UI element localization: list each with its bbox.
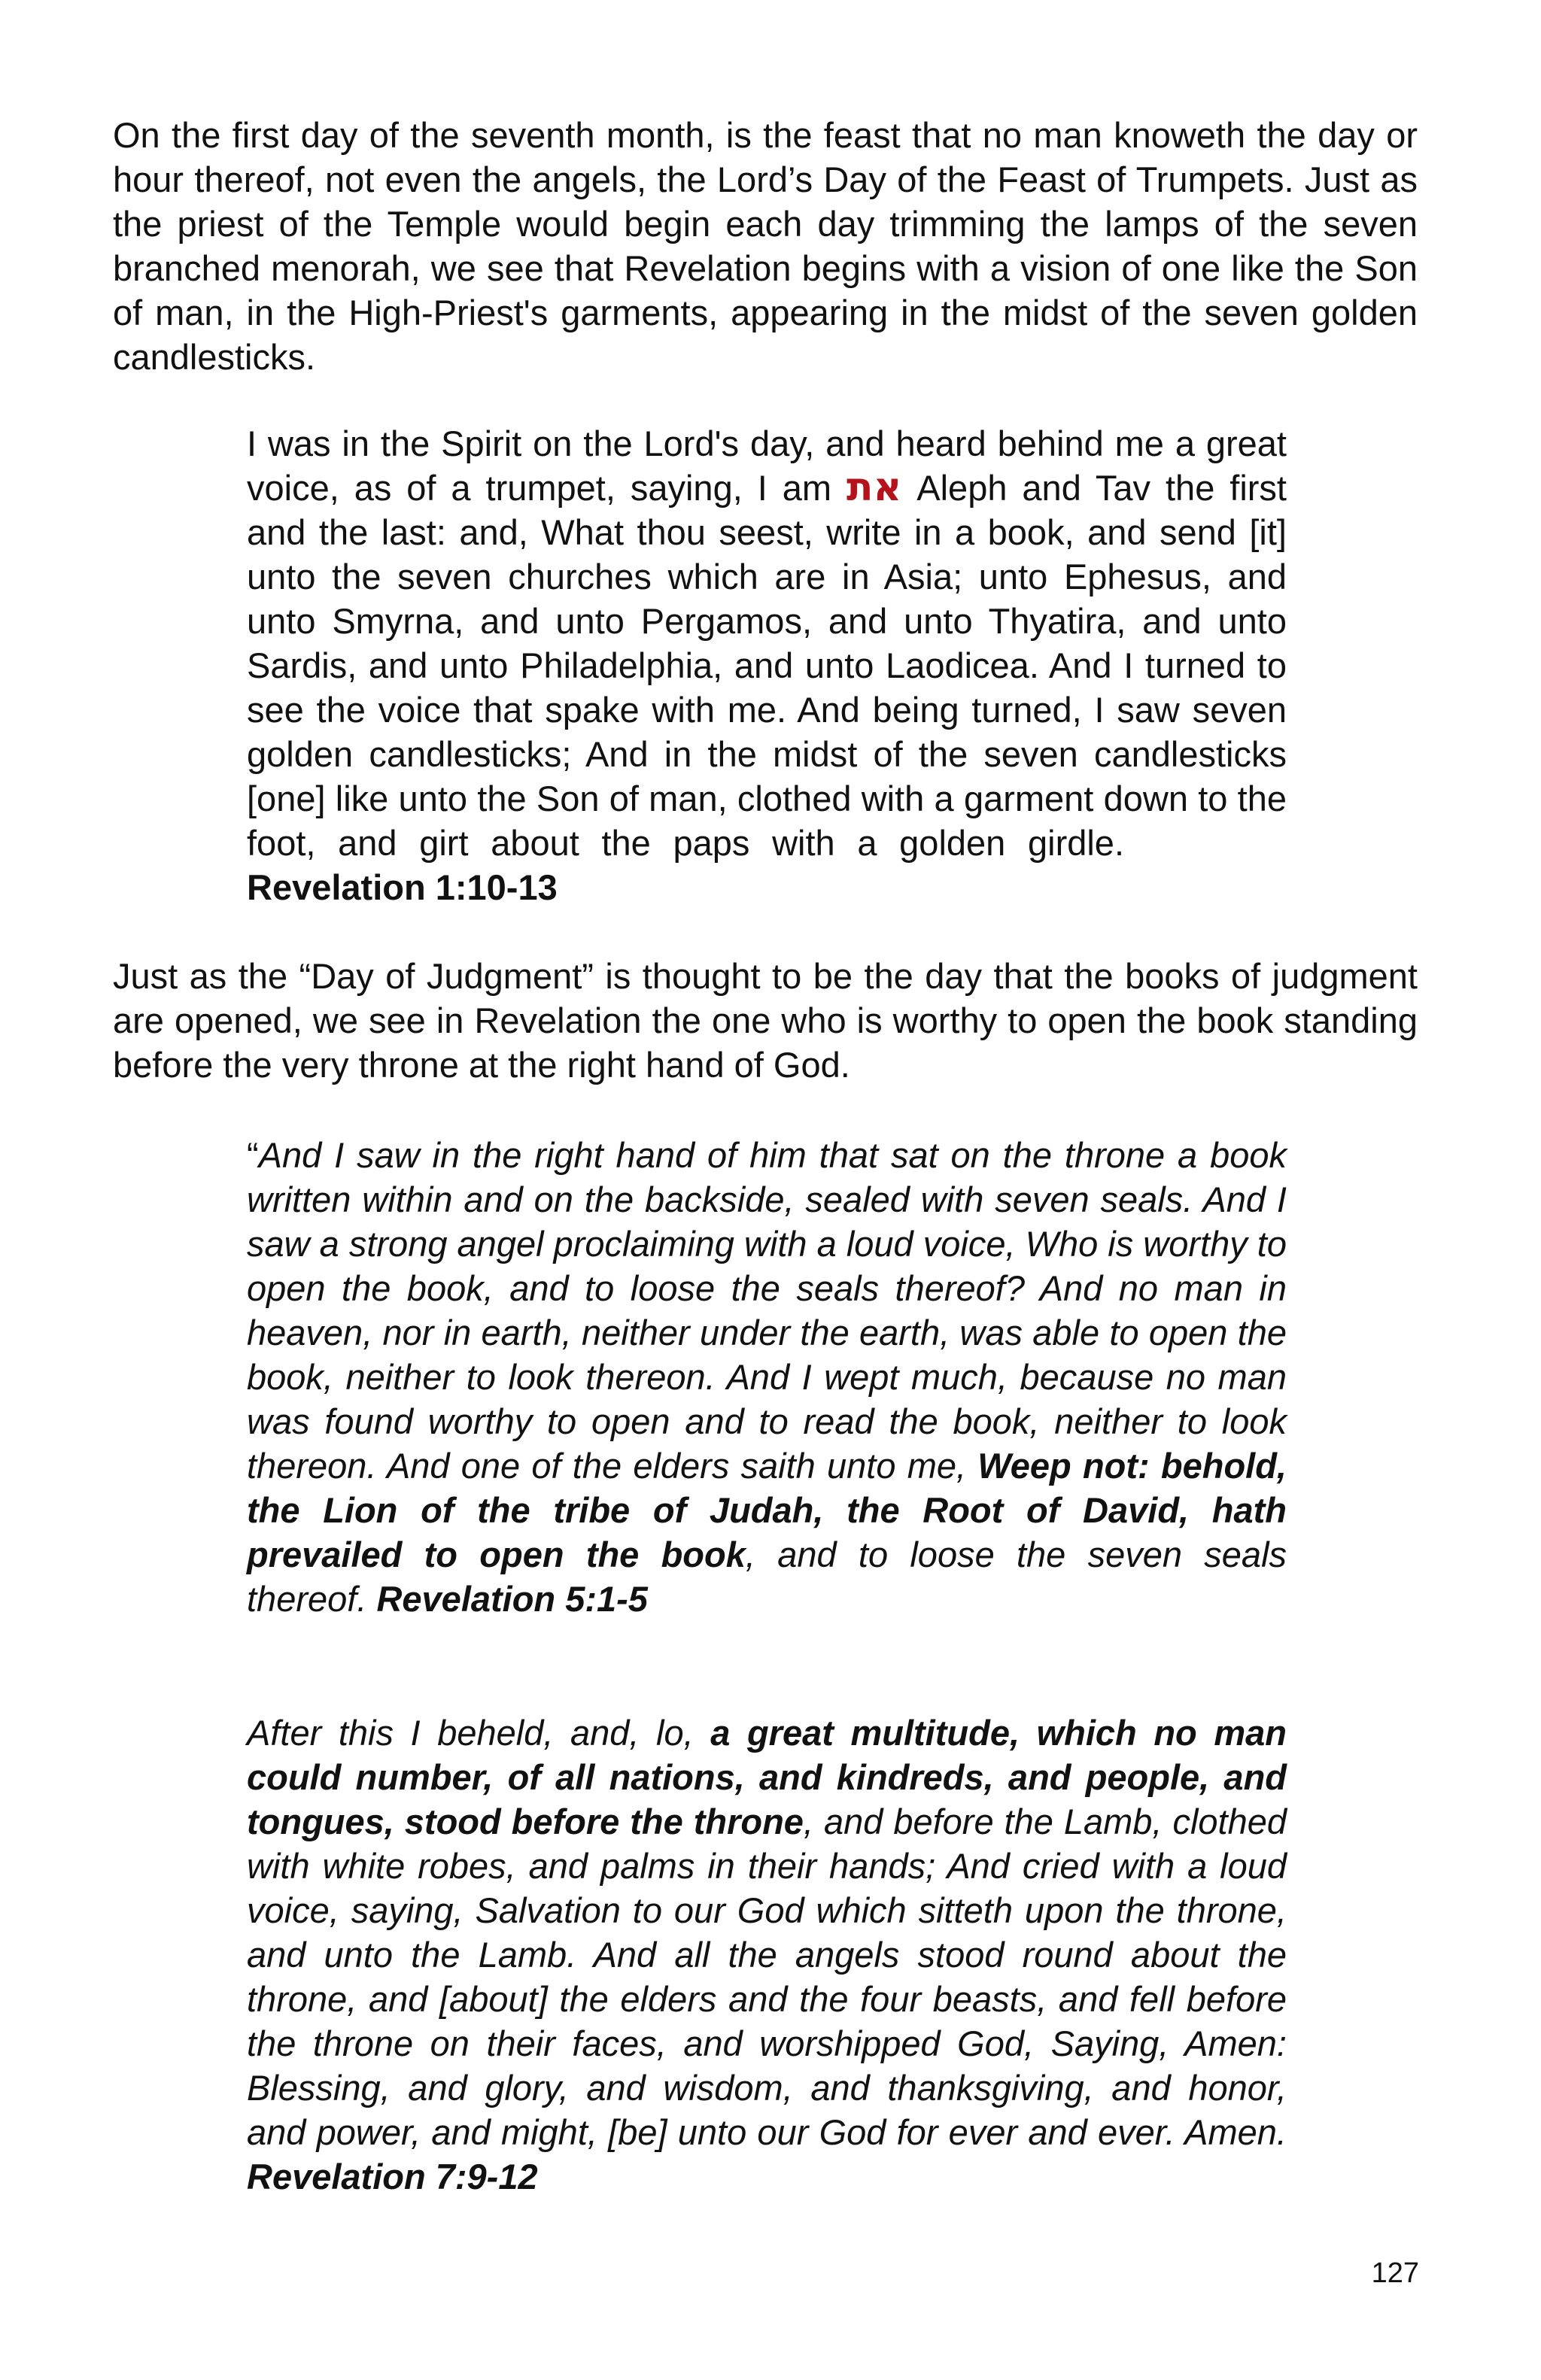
quote-text-continued: Aleph and Tav the first and the last: and, What thou seest, write in a book, and send [it] unto the seven churches which are in Asia; unto Ephesus, and unto Smyrna, and unto Pergamos, and unto Thyatira, and unto Sardis, and unto Philadelphia, and unto Laodicea. And I turned to see the voice that spake with me. And being turned, I saw seven golden candlesticks; And in the midst of the seven candlesticks [one] like unto the Son of man, clothed with a garment down to the foot, and girt about the paps with a golden girdle.	[247, 468, 1287, 863]
scripture-reference: Revelation 7:9-12	[247, 2157, 538, 2196]
scripture-reference: Revelation 1:10-13	[247, 867, 558, 907]
quote-revelation-7	[247, 1711, 1287, 2199]
quote-bold-text: a great multitude, which no man could number, of all nations, and kindreds, and people, and tongues, stood before the throne	[247, 1713, 1287, 1841]
quote-bold-text: Weep not: behold, the Lion of the tribe of Judah, the Root of David, hath prevailed to open the book	[247, 1446, 1287, 1574]
intro-paragraph: On the first day of the seventh month, is the feast that no man knoweth the day or hour thereof, not even the angels, the Lord’s Day of the Feast of Trumpets. Just as the priest of the Temple would begin each day trimming the lamps of the seven branched menorah, we see that Revelation begins with a vision of one like the Son of man, in the High-Priest's garments, appearing in the midst of the seven golden candlesticks.	[113, 115, 1418, 377]
page-number: 127	[1371, 2257, 1419, 2289]
open-quote: “	[247, 1135, 259, 1175]
quote-text-continued: , and before the Lamb, clothed with white robes, and palms in their hands; And cried with a loud voice, saying, Salvation to our God which sitteth upon the throne, and unto the Lamb. And all the angels stood round about the throne, and [about] the elders and the four beasts, and fell before the throne on their faces, and worshipped God, Saying, Amen: Blessing, and glory, and wisdom, and thanksgiving, and honor, and power, and might, [be] unto our God for ever and ever. Amen.	[247, 1802, 1287, 2152]
quote-text-continued: , and to loose the seven seals thereof.	[247, 1535, 1287, 1619]
quote-text: I was in the Spirit on the Lord's day, and heard behind me a great voice, as of a trumpet, saying, I am	[247, 423, 1287, 508]
quote-text: After this I beheld, and, lo,	[247, 1713, 711, 1753]
aleph-tav-hebrew: את	[846, 465, 902, 510]
scripture-reference: Revelation 5:1-5	[376, 1579, 648, 1619]
quote-text: And I saw in the right hand of him that sat on the throne a book written within and on the backside, sealed with seven seals. And I saw a strong angel proclaiming with a loud voice, Who is worthy to open the book, and to loose the seals thereof? And no man in heaven, nor in earth, neither under the earth, was able to open the book, neither to look thereon. And I wept much, because no man was found worthy to open and to read the book, neither to look thereon. And one of the elders saith unto me,	[247, 1135, 1287, 1486]
quote-revelation-5	[247, 1133, 1287, 1621]
quote-revelation-1	[247, 421, 1287, 909]
judgment-paragraph: Just as the “Day of Judgment” is thought to be the day that the books of judgment are opened, we see in Revelation the one who is worthy to open the book standing before the very throne at the right hand of God.	[113, 956, 1418, 1085]
